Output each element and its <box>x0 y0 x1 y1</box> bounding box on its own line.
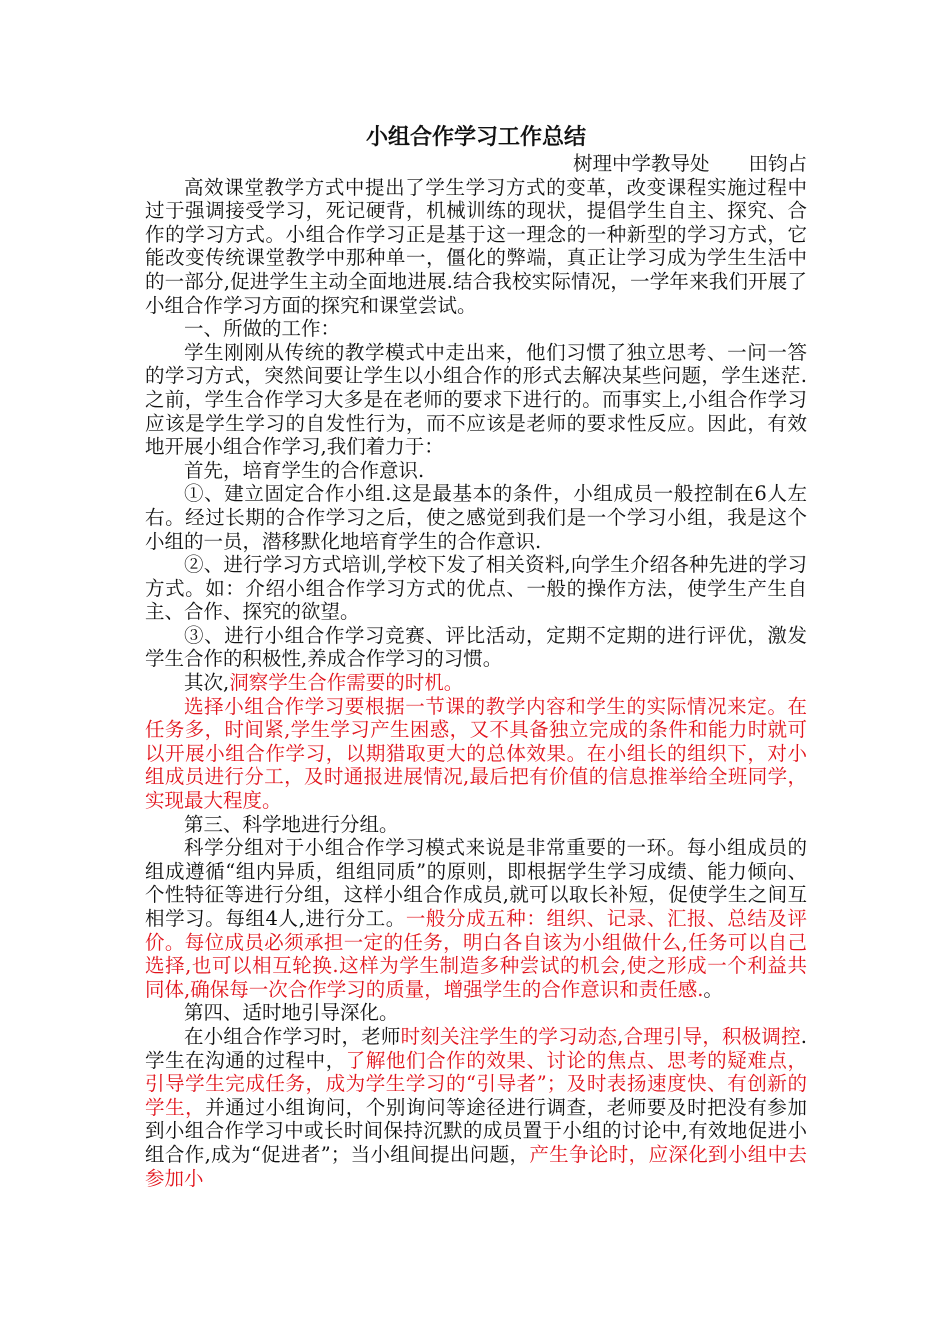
paragraph-timing-highlight: 选择小组合作学习要根据一节课的教学内容和学生的实际情况来定。在任务多，时间紧,学生学习产生困惑，又不具备独立完成的条件和能力时就可以开展小组合作学习，以期猎取更大的总体效果。在小组长的组织下，对小组成员进行分工，及时通报进展情况,最后把有价值的信息推举给全班同学，实现最大程度。 <box>145 694 807 813</box>
list-item-competitions: ③、进行小组合作学习竞赛、评比活动，定期不定期的进行评优，激发学生合作的积极性,养成合作学习的习惯。 <box>145 623 807 671</box>
grouping-text: 科学分组对于小组合作学习模式来说是非常重要的一环。每小组成员的组成遵循“组内异质，组组同质”的原则，即根据学生学习成绩、能力倾向、个性特征等进行分组，这样小组合作成员,就可以取长补短，促使学生之间互相学习。每组4人,进行分工。 <box>145 836 807 930</box>
author-byline: 树理中学教导处 田钧占 <box>572 152 807 175</box>
guidance-highlight-2: 了解他们合作的效果、讨论的焦点、思考的疑难点，引导学生完成任务，成为学生学习的“引导者”；及时表扬速度快、有创新的学生， <box>145 1048 807 1119</box>
list-item-fixed-groups: ①、建立固定合作小组.这是最基本的条件，小组成员一般控制在6人左右。经过长期的合作学习之后，使之感觉到我们是一个学习小组，我是这个小组的一员，潜移默化地培育学生的合作意识. <box>145 482 807 553</box>
section-heading-work-done: 一、所做的工作： <box>184 317 341 341</box>
subheading-cooperation-awareness: 首先，培育学生的合作意识. <box>184 458 425 482</box>
grouping-end: 。 <box>703 977 723 1001</box>
guidance-highlight-1: 时刻关注学生的学习动态,合理引导，积极调控 <box>400 1024 801 1048</box>
subheading-grouping: 第三、科学地进行分组。 <box>184 812 399 836</box>
guidance-text-3: 并通过小组询问，个别询问等途径进行调查，老师要及时把没有参加到小组合作学习中或长时间保持沉默的成员置于小组的讨论中,有效地促进小组合作,成为“促进者”；当小组间提出问题， <box>145 1095 807 1166</box>
list-item-method-training: ②、进行学习方式培训,学校下发了相关资料,向学生介绍各种先进的学习方式。如：介绍小组合作学习方式的优点、一般的操作方法，使学生产生自主、合作、探究的欲望。 <box>145 553 807 624</box>
subheading-timing <box>145 671 807 695</box>
document-body <box>145 124 807 1190</box>
paragraph-grouping <box>145 836 807 1001</box>
guidance-highlight-3: 产生争论时，应深化到小组中去参加小 <box>145 1142 807 1190</box>
document-title: 小组合作学习工作总结 <box>365 125 586 150</box>
paragraph-intro: 高效课堂教学方式中提出了学生学习方式的变革，改变课程实施过程中过于强调接受学习，死记硬背，机械训练的现状，提倡学生自主、探究、合作的学习方式。小组合作学习正是基于这一理念的一种新型的学习方式，它能改变传统课堂教学中那种单一，僵化的弊端，真正让学习成为学生生活中的一部分,促进学生主动全面地进展.结合我校实际情况，一学年来我们开展了小组合作学习方面的探究和课堂尝试。 <box>145 175 807 317</box>
grouping-highlight: 一般分成五种：组织、记录、汇报、总结及评价。每位成员必须承担一定的任务，明白各自该为小组做什么,任务可以自己选择,也可以相互轮换.这样为学生制造多种尝试的机会,使之形成一个利益共同体,确保每一次合作学习的质量，增强学生的合作意识和责任感. <box>145 907 807 1001</box>
guidance-text-1: 在小组合作学习时，老师 <box>184 1024 401 1048</box>
subheading-guidance: 第四、适时地引导深化。 <box>184 1001 399 1025</box>
paragraph-guidance <box>145 1025 807 1190</box>
guidance-text-2: .学生在沟通的过程中， <box>145 1024 807 1072</box>
subheading-timing-highlight: 洞察学生合作需要的时机。 <box>229 671 464 695</box>
subheading-timing-prefix: 其次, <box>184 671 230 695</box>
paragraph-background: 学生刚刚从传统的教学模式中走出来，他们习惯了独立思考、一问一答的学习方式，突然间要让学生以小组合作的形式去解决某些问题，学生迷茫.之前，学生合作学习大多是在老师的要求下进行的。而事实上,小组合作学习应该是学生学习的自发性行为，而不应该是老师的要求性反应。因此，有效地开展小组合作学习,我们着力于： <box>145 340 807 459</box>
